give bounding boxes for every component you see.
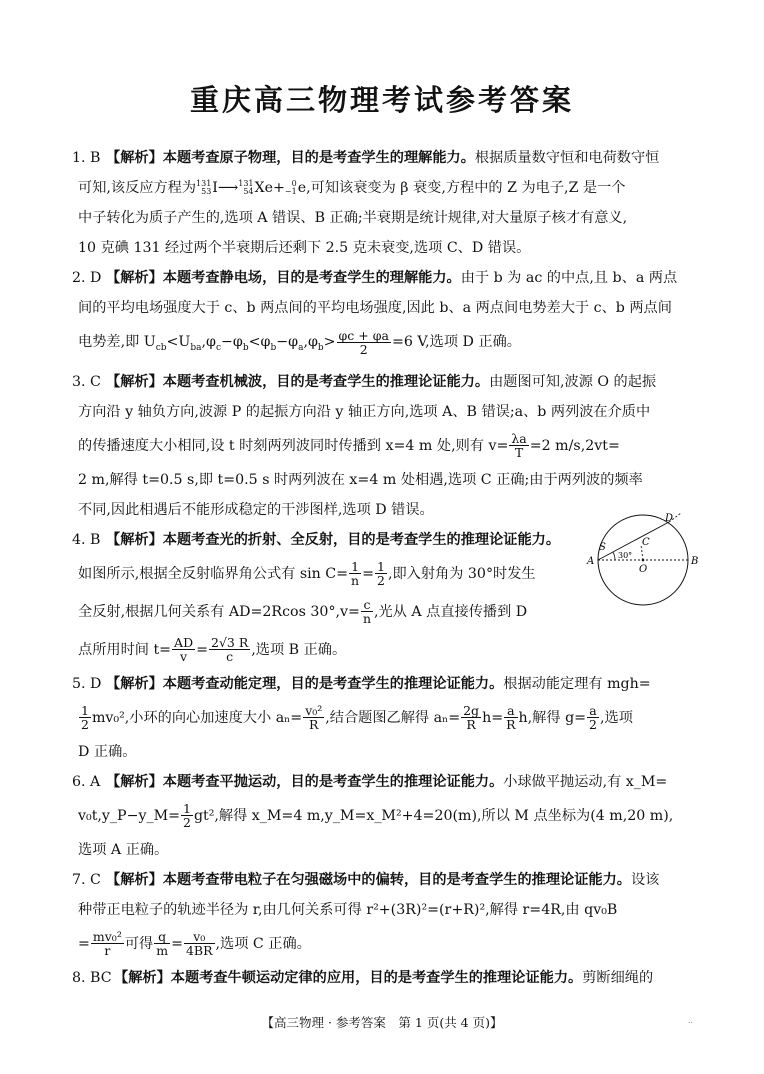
refraction-circle-diagram (585, 510, 703, 616)
analysis-heading: 【解析】本题考查静电场，目的是考查学生的理解能力。 (106, 270, 461, 286)
reaction-arrow: ⟶ (217, 180, 239, 196)
center-point-o (642, 559, 645, 562)
question-5: 5. D 【解析】本题考查动能定理，目的是考查学生的推理论证能力。根据动能定理有 mgh= $\frac{1}{2}$ mv₀²,小环的向心加速度大小 aₙ= $\frac{\text{v₀²}}{R}$ ,结合题图乙解得 aₙ= $\frac{2g}{R}$ h= $\frac{a}{R}$ h,解得 g= $\frac{a}{2}$ ,选项 D 正确。 (78, 669, 693, 767)
question-6: 6. A 【解析】本题考查平抛运动，目的是考查学生的推理论证能力。小球做平抛运动,有 x_M= v₀t,y_P−y_M= $\frac{1}{2}$ gt²,解得 x_M=4 m,y_M=x_M²+4=20(m),所以 M 点坐标为(4 m,20 m), 选项 A 正确。 (78, 767, 693, 865)
question-number: 7. C (72, 871, 101, 888)
question-2: 2. D 【解析】本题考查静电场，目的是考查学生的理解能力。由于 b 为 ac 的中点,且 b、a 两点 间的平均电场强度大于 c、b 两点间的平均电场强度,因此 b、a 两点间电势差大于 c、b 两点间 电势差,即 $U_{cb}<U_{ba},\varphi_c-\varphi_b<\varphi_b-\varphi_a,\varphi_b>$ $\frac{\varphi c + \varphi a}{2}$ =6 V,选项 D 正确。 (78, 263, 693, 367)
fraction: $\frac{\lambda a}{T}$ (511, 431, 527, 461)
question-1: 1. B 【解析】本题考查原子物理，目的是考查学生的理解能力。根据质量数守恒和电荷数守恒 可知,该反应方程为 131 53 I⟶ 131 54 Xe+ 0 −1 e,可知该衰变为 β 衰变,方程中的 Z 为电子,Z 是一个 中子转化为质子产生的,选项 A 错误、B 正确;半衰期是统计规律,对大量原子核才有意义, 10 克碘 131 经过两个半衰期后还剩下 2.5 克未衰变,选项 C、D 错误。 (78, 143, 693, 263)
nuclide-mass-charge: 131 53 (196, 179, 212, 196)
label-o: O (639, 564, 648, 575)
analysis-heading: 【解析】本题考查机械波，目的是考查学生的推理论证能力。 (106, 373, 490, 390)
reaction-line: 可知,该反应方程为 131 53 I⟶ 131 54 Xe+ 0 −1 e,可知该衰变为 β 衰变,方程中的 Z 为电子,Z 是一个 (78, 179, 626, 196)
analysis-heading: 【解析】本题考查牛顿运动定律的应用，目的是考查学生的推理论证能力。 (114, 969, 583, 986)
question-number: 4. B (72, 531, 101, 548)
question-3: 3. C 【解析】本题考查机械波，目的是考查学生的推理论证能力。由题图可知,波源 O 的起振 方向沿 y 轴负方向,波源 P 的起振方向沿 y 轴正方向,选项 A、B 错误;a、b 两列波在介质中 的传播速度大小相同,设 t 时刻两列波同时传播到 x=4 m 处,则有 v= $\frac{\lambda a}{T}$ =2 m/s,2vt= 2 m,解得 t=0.5 s,即 t=0.5 s 时两列波在 x=4 m 处相遇,选项 C 正确;由于两列波的频率 不同,因此相遇后不能形成稳定的干涉图样,选项 D 错误。 (78, 367, 693, 525)
potential-inequality-line: 电势差,即 $U_{cb}<U_{ba},\varphi_c-\varphi_b<\varphi_b-\varphi_a,\varphi_b>$ $\frac{\varphi c + \varphi a}{2}$ =6 V,选项 D 正确。 (78, 327, 521, 357)
analysis-heading: 【解析】本题考查动能定理，目的是考查学生的推理论证能力。 (106, 675, 504, 692)
label-angle: 30° (618, 551, 633, 560)
label-s: S (599, 542, 606, 553)
label-b: B (691, 556, 699, 567)
page-footer: 【高三物理 · 参考答案 第 1 页(共 4 页)】 (261, 1015, 503, 1030)
question-number: 3. C (72, 373, 101, 390)
question-8: 8. BC 【解析】本题考查牛顿运动定律的应用，目的是考查学生的推理论证能力。剪断细绳的 (78, 963, 693, 993)
question-number: 5. D (72, 675, 102, 692)
analysis-heading: 【解析】本题考查平抛运动，目的是考查学生的推理论证能力。 (106, 773, 504, 790)
analysis-heading: 【解析】本题考查光的折射、全反射，目的是考查学生的推理论证能力。 (106, 531, 561, 548)
ray-ad (598, 522, 669, 560)
fraction: $\frac{\varphi c + \varphi a}{2}$ (338, 327, 389, 357)
question-7: 7. C 【解析】本题考查带电粒子在匀强磁场中的偏转，目的是考查学生的推理论证能力。设该 种带正电粒子的轨迹半径为 r,由几何关系可得 r²+(3R)²=(r+R)²,解得 r=4R,由 qv₀B = $\frac{\text{mv₀²}}{r}$ 可得 $\frac{q}{m}$ = $\frac{\text{v₀}}{4BR}$ ,选项 C 正确。 (78, 865, 693, 963)
question-number: 2. D (72, 270, 102, 286)
analysis-heading: 【解析】本题考查原子物理，目的是考查学生的理解能力。 (106, 150, 475, 166)
label-d: D (665, 513, 674, 524)
question-number: 1. B (72, 150, 101, 166)
label-a: A (587, 556, 595, 567)
analysis-heading: 【解析】本题考查带电粒子在匀强磁场中的偏转，目的是考查学生的推理论证能力。 (106, 871, 631, 888)
question-4: 4. B 【解析】本题考查光的折射、全反射，目的是考查学生的推理论证能力。 如图所示,根据全反射临界角公式有 sin C= $\frac{1}{n}$ = $\frac{1}{2}$ ,即入射角为 30°时发生 全反射,根据几何关系有 AD=2Rcos 30°,v= $\frac{c}{n}$ ,光从 A 点直接传播到 D 点所用时间 t= $\frac{AD}{v}$ = $\frac{2√3 R}{c}$ ,选项 B 正确。 (78, 525, 693, 669)
angle-arc (613, 552, 615, 560)
question-number: 6. A (72, 773, 101, 790)
question-number: 8. BC (72, 969, 112, 986)
label-c: C (642, 537, 650, 548)
page-title: 重庆高三物理考试参考答案 (189, 83, 574, 117)
corner-mark: .. (688, 1016, 694, 1025)
